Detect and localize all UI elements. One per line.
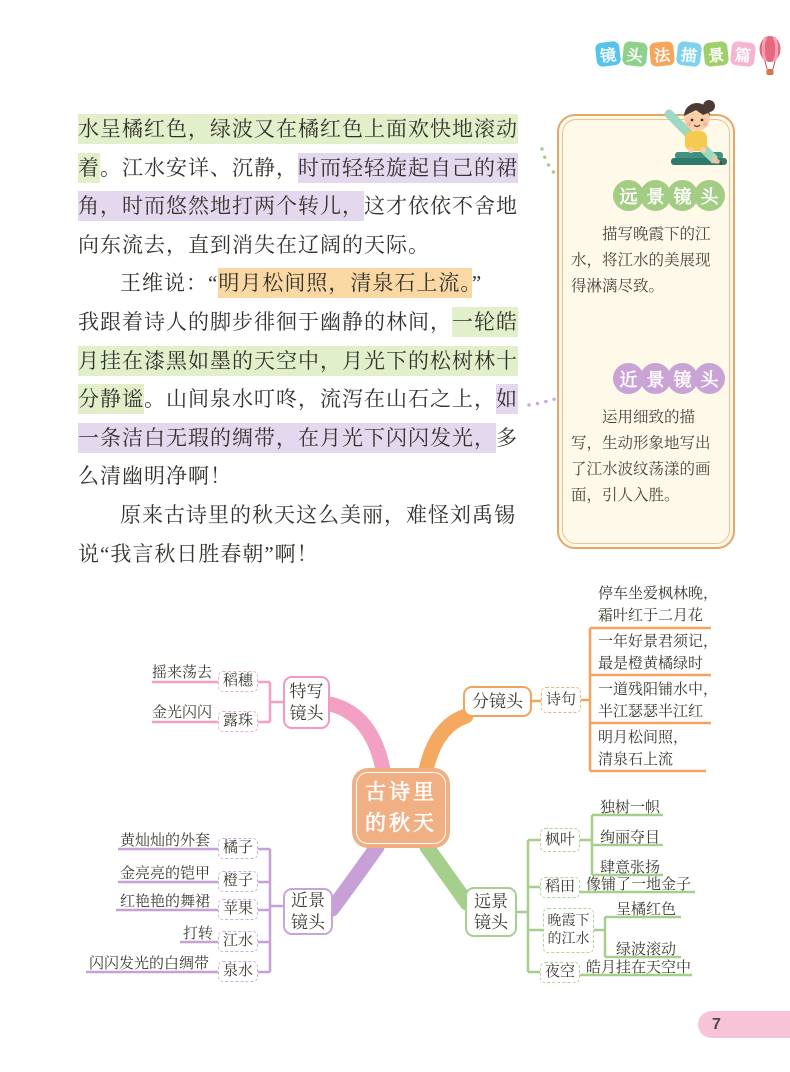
- node-label: 夜空: [544, 964, 575, 981]
- subnode-luzhu: [218, 711, 258, 732]
- subnode-quanshui: [218, 961, 258, 982]
- node-label: 枫叶: [544, 831, 575, 848]
- text-line: [78, 457, 552, 496]
- node-label: 露珠: [222, 713, 253, 730]
- text-line: [78, 535, 552, 574]
- leaf-text: 呈橘红色: [616, 902, 677, 918]
- hot-air-balloon-icon: [758, 36, 782, 80]
- node-label: 橘子: [222, 840, 253, 857]
- label-char: 远: [613, 180, 644, 211]
- subnode-pingguo: [218, 899, 258, 920]
- leaf-text: 摇来荡去: [152, 665, 213, 681]
- badge-char: 篇: [730, 41, 756, 67]
- text-segment: 多: [496, 425, 518, 450]
- node-label: 分镜头: [472, 691, 523, 711]
- text-line: [78, 149, 552, 188]
- node-label: 的江水: [547, 931, 590, 947]
- article-text: [78, 110, 552, 573]
- text-segment: 分静谧: [78, 384, 144, 414]
- badge-char: 描: [676, 41, 703, 68]
- badge-char: 景: [703, 41, 729, 67]
- branch-node-fenjingtou: [463, 686, 532, 717]
- label-char: 头: [694, 363, 725, 394]
- subnode-shiju: [541, 687, 581, 713]
- node-label: 镜头: [474, 913, 508, 932]
- node-label: 镜头: [291, 912, 325, 932]
- label-char: 景: [640, 363, 671, 394]
- subnode-chengzi: [218, 871, 258, 892]
- text-segment: 一轮皓: [452, 307, 518, 337]
- branch-node-jinjing: [283, 888, 333, 935]
- page-number-pill: [698, 1011, 790, 1038]
- leaf-text: 红艳艳的舞裙: [120, 894, 211, 910]
- text-segment: 王维说：“: [120, 271, 219, 296]
- label-char: 镜: [667, 363, 698, 394]
- text-segment: 么清幽明净啊！: [78, 464, 232, 489]
- node-label: 橙子: [222, 873, 253, 890]
- leaf-text: 闪闪发光的白绸带: [89, 956, 210, 972]
- node-label: 远景: [474, 891, 508, 911]
- node-label: 诗句: [545, 691, 576, 708]
- text-segment: 向东流去，直到消失在辽阔的天际。: [78, 232, 430, 257]
- badge-char: 法: [649, 41, 675, 67]
- poem-leaf: 停车坐爱枫林晚， 霜叶红于二月花: [598, 586, 719, 624]
- text-segment: 。山间泉水叮咚，流泻在山石之上，: [144, 387, 496, 412]
- close-shot-description: 运用细致的描写，生动形象地写出了江水波纹荡漾的画面，引人入胜。: [571, 409, 711, 504]
- node-label: 特写: [289, 682, 324, 702]
- page-number: 7: [712, 1015, 721, 1033]
- leaf-text: 绚丽夺目: [600, 830, 661, 846]
- leaf-text: 肆意张扬: [600, 860, 661, 876]
- subnode-daosui: [218, 671, 258, 692]
- far-shot-description: 描写晚霞下的江水，将江水的美展现得淋漓尽致。: [571, 226, 711, 295]
- leaf-text: 打转: [183, 926, 214, 942]
- leaf-text: 像铺了一地金子: [586, 877, 692, 893]
- node-label: 苹果: [222, 901, 253, 918]
- branch-node-texie: [283, 676, 330, 729]
- text-segment: 着: [78, 153, 100, 183]
- node-label: 镜头: [289, 703, 324, 723]
- text-segment: 水呈橘红色，绿波又在橘红色上面欢快地滚动: [78, 114, 518, 144]
- leaf-text: 绿波滚动: [616, 942, 677, 958]
- chapter-badge: [596, 36, 782, 80]
- mindmap-center-node: [352, 768, 450, 848]
- text-segment: 月挂在漆黑如墨的天空中，月光下的松树林十: [78, 346, 518, 376]
- poem-leaf: 一道残阳铺水中， 半江瑟瑟半江红: [598, 682, 719, 720]
- node-label: 近景: [291, 891, 325, 911]
- text-line: [78, 110, 552, 149]
- node-label: 江水: [222, 933, 253, 950]
- text-line: [78, 342, 552, 381]
- label-char: 镜: [667, 180, 698, 211]
- subnode-yekong: [540, 962, 580, 983]
- badge-char: 镜: [595, 41, 622, 68]
- sidebar-panel: [557, 114, 735, 549]
- center-line: 的秋天: [365, 811, 437, 835]
- text-segment: 。江水安详、沉静，: [100, 155, 298, 180]
- text-segment: 说“我言秋日胜春朝”啊！: [78, 541, 319, 566]
- text-segment: 原来古诗里的秋天这么美丽，难怪刘禹锡: [120, 502, 516, 527]
- leaf-text: 独树一帜: [600, 800, 661, 816]
- text-segment: 如: [496, 384, 518, 414]
- close-shot-label: [617, 363, 725, 394]
- leaf-text: 金光闪闪: [152, 705, 213, 721]
- node-label: 泉水: [222, 963, 253, 980]
- text-line: [78, 187, 552, 226]
- subnode-fengye: [540, 828, 580, 852]
- text-line: [78, 264, 552, 303]
- subnode-daotian: [540, 877, 580, 898]
- text-line: [78, 419, 552, 458]
- text-segment: 这才依依不舍地: [364, 194, 518, 219]
- center-line: 古诗里: [365, 779, 437, 804]
- subnode-wanxia-jiangshui: [543, 908, 594, 953]
- poem-leaf: 明月松间照， 清泉石上流: [598, 730, 689, 768]
- leaf-text: 黄灿灿的外套: [120, 833, 211, 849]
- text-line: [78, 226, 552, 265]
- subnode-juzi: [218, 838, 258, 859]
- leaf-text: 皓月挂在天空中: [586, 960, 692, 976]
- node-label: 晚霞下: [547, 914, 590, 929]
- text-segment: 时而轻轻旋起自己的裙: [298, 153, 518, 183]
- text-segment: ”: [471, 271, 483, 296]
- label-char: 景: [640, 180, 671, 211]
- far-shot-label: [617, 180, 725, 211]
- girl-writing-with-pencil-illustration: [645, 84, 737, 172]
- poem-leaf: 一年好景君须记， 最是橙黄橘绿时: [598, 634, 719, 672]
- branch-node-yuanjing: [465, 887, 517, 937]
- subnode-jiangshui: [218, 931, 258, 952]
- badge-char: 头: [622, 41, 648, 67]
- text-segment: 一条洁白无瑕的绸带，在月光下闪闪发光，: [78, 423, 496, 453]
- leaf-text: 金亮亮的铠甲: [120, 866, 211, 882]
- text-segment: 角，时而悠然地打两个转儿，: [78, 191, 364, 221]
- label-char: 头: [694, 180, 725, 211]
- text-line: [78, 496, 552, 535]
- text-line: [78, 303, 552, 342]
- text-segment: 明月松间照，清泉石上流。: [218, 268, 472, 298]
- label-char: 近: [613, 363, 644, 394]
- text-line: [78, 380, 552, 419]
- node-label: 稻穗: [222, 673, 253, 690]
- node-label: 稻田: [544, 879, 575, 896]
- text-segment: 我跟着诗人的脚步徘徊于幽静的林间，: [78, 309, 452, 334]
